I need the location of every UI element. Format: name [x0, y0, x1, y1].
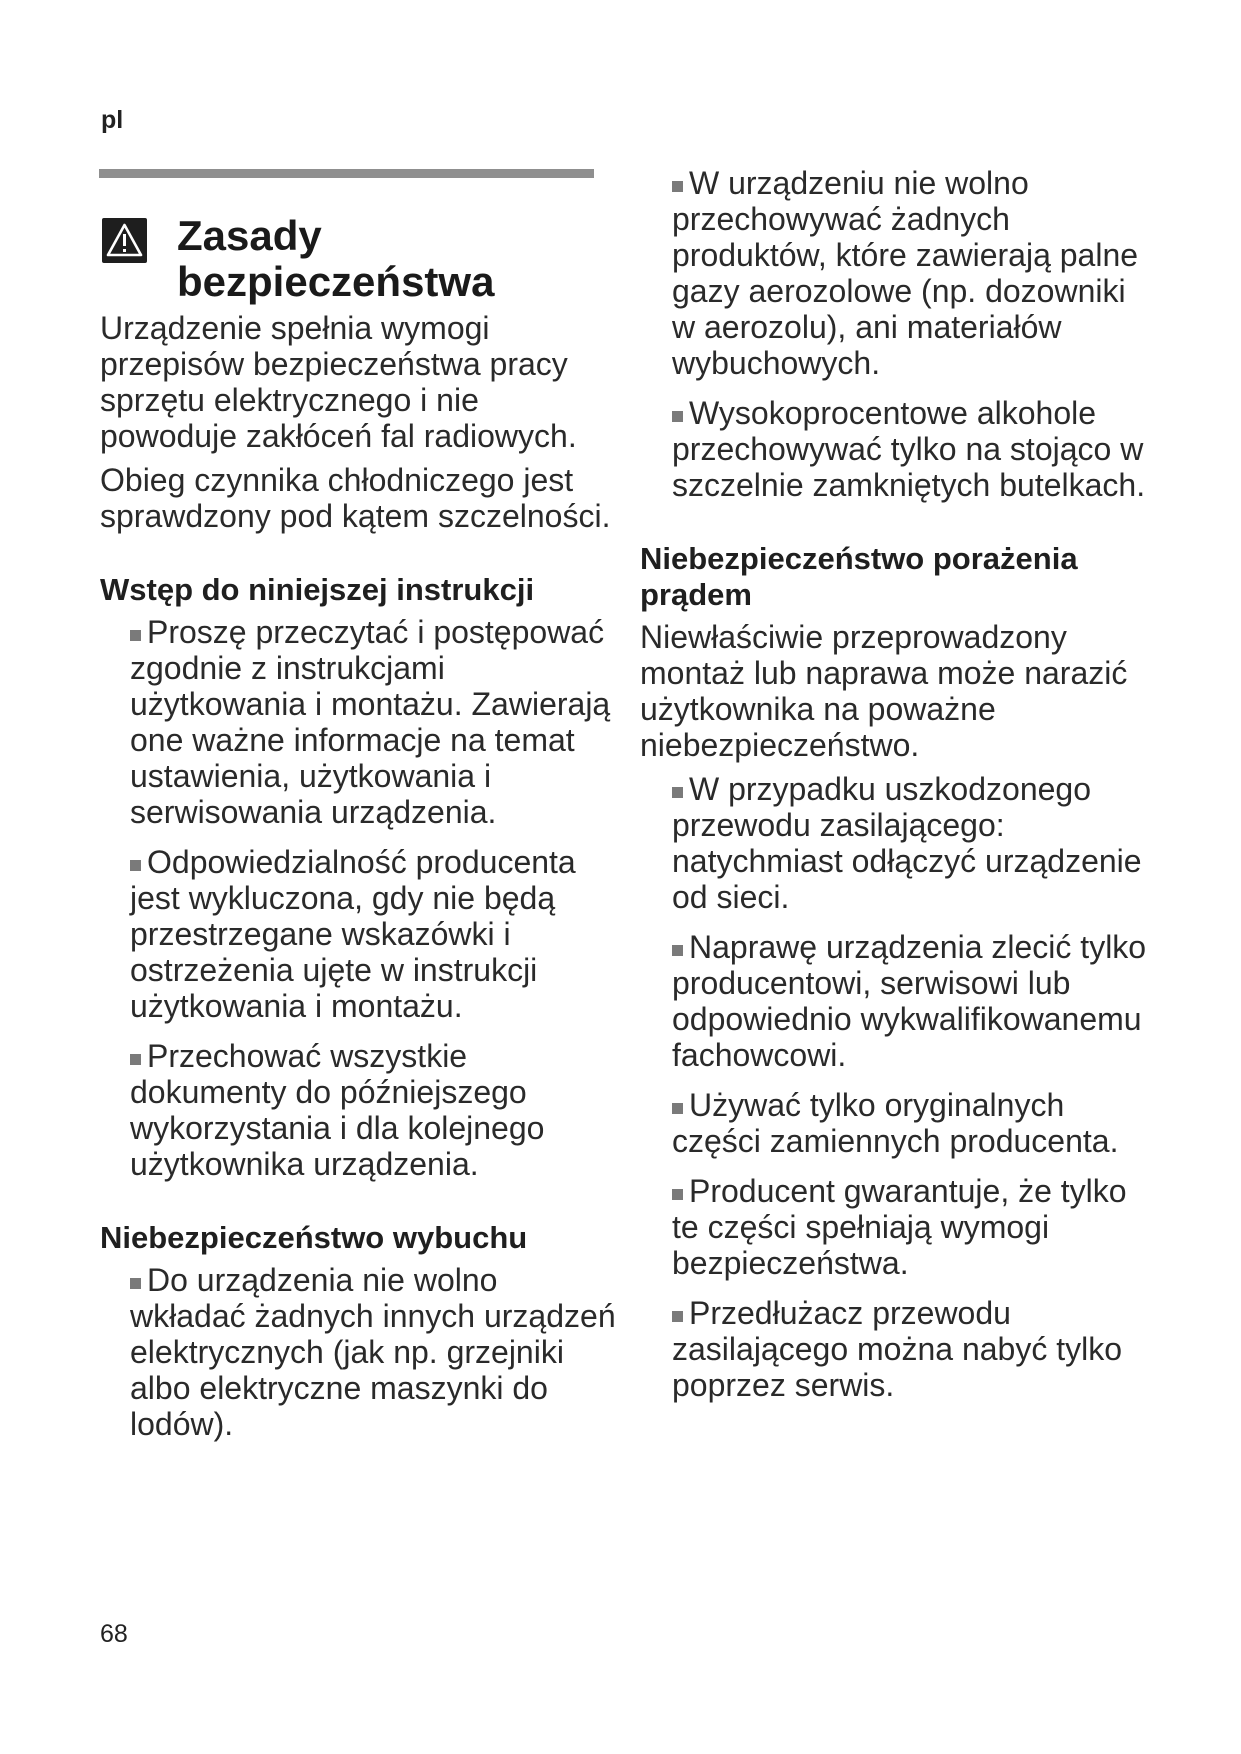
page-title-line2: bezpieczeństwa — [177, 258, 495, 305]
section-heading-porazenie: Niebezpieczeństwo porażenia prądem — [640, 541, 1078, 612]
section-intro-porazenie: Niewłaściwie przeprowadzony montaż lub naprawa może narazić użytkownika na poważne niebezpieczeństwo. — [640, 619, 1128, 763]
list-item: W przypadku uszkodzonego przewodu zasilającego: natychmiast odłączyć urządzenie od sieci. — [672, 771, 1142, 915]
title-block — [100, 192, 620, 310]
page-title-line1: Zasady — [177, 212, 322, 259]
list-instrukcja — [100, 614, 620, 1182]
list-wybuch-continued — [640, 165, 1150, 503]
list-item: Używać tylko oryginalnych części zamiennych producenta. — [672, 1087, 1119, 1159]
bullet-icon — [672, 411, 683, 422]
bullet-icon — [672, 1103, 683, 1114]
page-number: 68 — [100, 1620, 128, 1648]
right-column — [640, 165, 1150, 1417]
section-heading-wybuch: Niebezpieczeństwo wybuchu — [100, 1220, 528, 1255]
list-wybuch — [100, 1262, 620, 1442]
bullet-icon — [672, 787, 683, 798]
bullet-icon — [130, 860, 141, 871]
bullet-icon — [130, 630, 141, 641]
list-porazenie — [640, 771, 1150, 1403]
bullet-icon — [672, 1189, 683, 1200]
list-item: Odpowiedzialność producenta jest wykluczona, gdy nie będą przestrzegane wskazówki i ostrzeżenia ujęte w instrukcji użytkowania i montażu. — [130, 844, 576, 1024]
warning-triangle-icon — [102, 218, 147, 263]
page-title — [177, 213, 494, 305]
language-code: pl — [101, 106, 124, 134]
bullet-icon — [672, 945, 683, 956]
list-item: Naprawę urządzenia zlecić tylko producentowi, serwisowi lub odpowiednio wykwalifikowanemu fachowcowi. — [672, 929, 1147, 1073]
intro-paragraph: Urządzenie spełnia wymogi przepisów bezpieczeństwa pracy sprzętu elektrycznego i nie powoduje zakłóceń fal radiowych. — [100, 310, 577, 454]
list-item: Przedłużacz przewodu zasilającego można nabyć tylko poprzez serwis. — [672, 1295, 1123, 1403]
section-heading-instrukcja: Wstęp do niniejszej instrukcji — [100, 572, 535, 607]
list-item: Do urządzenia nie wolno wkładać żadnych innych urządzeń elektrycznych (jak np. grzejniki albo elektryczne maszynki do lodów). — [130, 1262, 616, 1442]
bullet-icon — [672, 1311, 683, 1322]
left-column — [100, 165, 620, 1456]
list-item: Przechować wszystkie dokumenty do późniejszego wykorzystania i dla kolejnego użytkownika urządzenia. — [130, 1038, 545, 1182]
intro-paragraph: Obieg czynnika chłodniczego jest sprawdzony pod kątem szczelności. — [100, 462, 611, 534]
bullet-icon — [130, 1054, 141, 1065]
list-item: Proszę przeczytać i postępować zgodnie z instrukcjami użytkowania i montażu. Zawierają one ważne informacje na temat ustawienia, użytkowania i serwisowania urządzenia. — [130, 614, 611, 830]
list-item: Producent gwarantuje, że tylko te części spełniają wymogi bezpieczeństwa. — [672, 1173, 1127, 1281]
list-item: Wysokoprocentowe alkohole przechowywać tylko na stojąco w szczelnie zamkniętych butelkach. — [672, 395, 1146, 503]
bullet-icon — [672, 181, 683, 192]
bullet-icon — [130, 1278, 141, 1289]
list-item: W urządzeniu nie wolno przechowywać żadnych produktów, które zawierają palne gazy aerozolowe (np. dozowniki w aerozolu), ani materiałów wybuchowych. — [672, 165, 1139, 381]
